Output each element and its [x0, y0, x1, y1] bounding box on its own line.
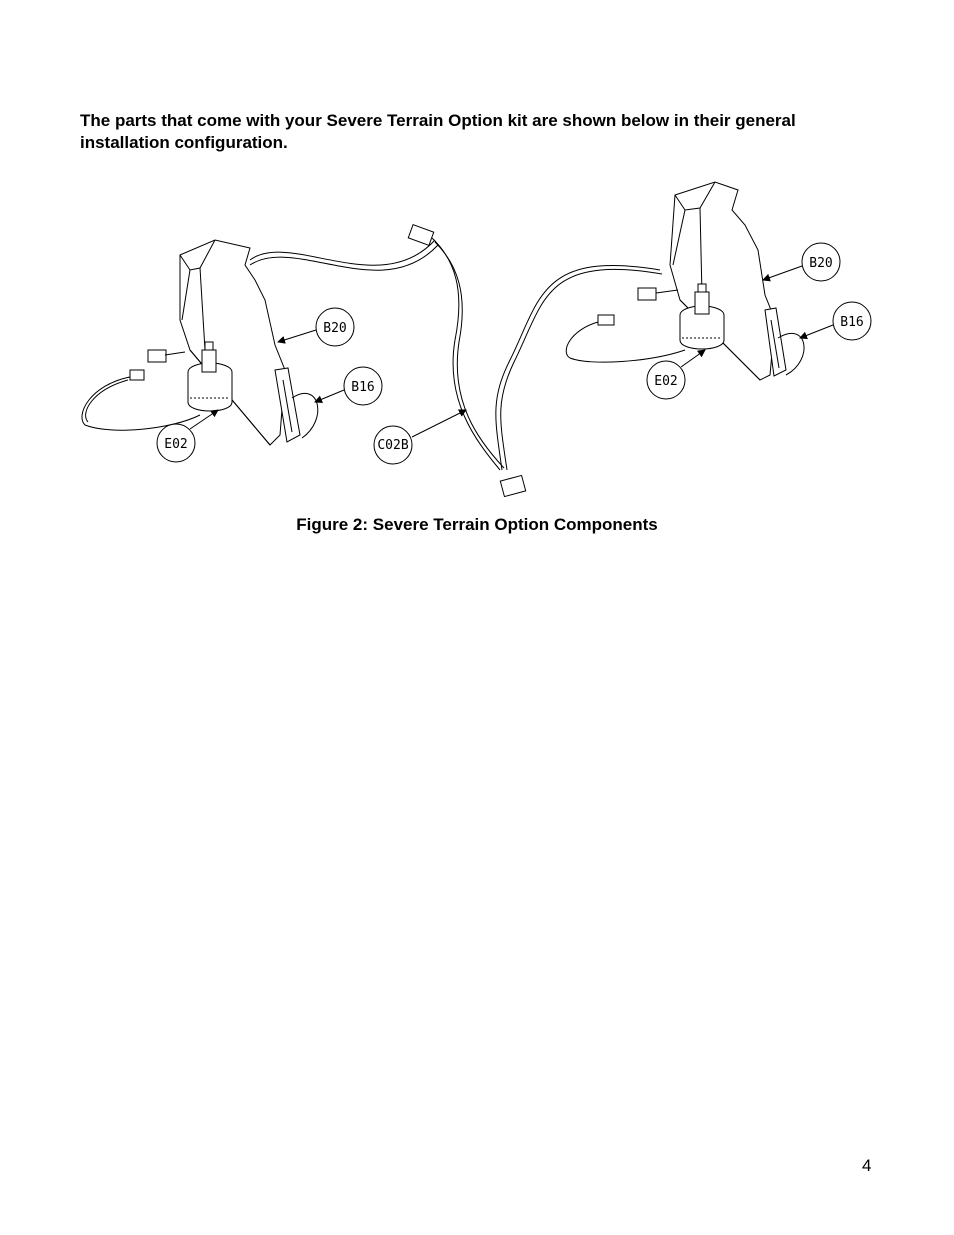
callout-right-b20: [763, 243, 840, 281]
cable-bottom-connector: [500, 475, 525, 496]
cable-top-connector: [408, 225, 433, 246]
svg-text:B16: B16: [840, 315, 864, 330]
center-cable: [408, 225, 662, 497]
left-bracket: [180, 240, 285, 445]
left-assembly: [82, 240, 438, 445]
intro-paragraph: The parts that come with your Severe Terrain Option kit are shown below in their general installation configuration.: [80, 111, 796, 152]
svg-text:E02: E02: [654, 374, 678, 389]
components-figure: [70, 170, 890, 510]
page-number: 4: [862, 1156, 872, 1175]
callout-left-b20: [278, 308, 354, 346]
callout-cable-c02b: [374, 410, 466, 464]
svg-text:C02B: C02B: [377, 438, 409, 453]
right-bracket: [670, 182, 775, 380]
svg-text:B20: B20: [323, 321, 347, 336]
svg-text:B16: B16: [351, 380, 375, 395]
svg-text:E02: E02: [164, 437, 188, 452]
components-drawing: [70, 170, 890, 510]
callout-left-e02: [157, 410, 218, 462]
svg-text:B20: B20: [809, 256, 833, 271]
right-assembly: [566, 182, 804, 380]
callout-left-b16: [315, 367, 382, 405]
callout-right-b16: [800, 302, 871, 340]
figure-caption: Figure 2: Severe Terrain Option Components: [296, 515, 658, 534]
